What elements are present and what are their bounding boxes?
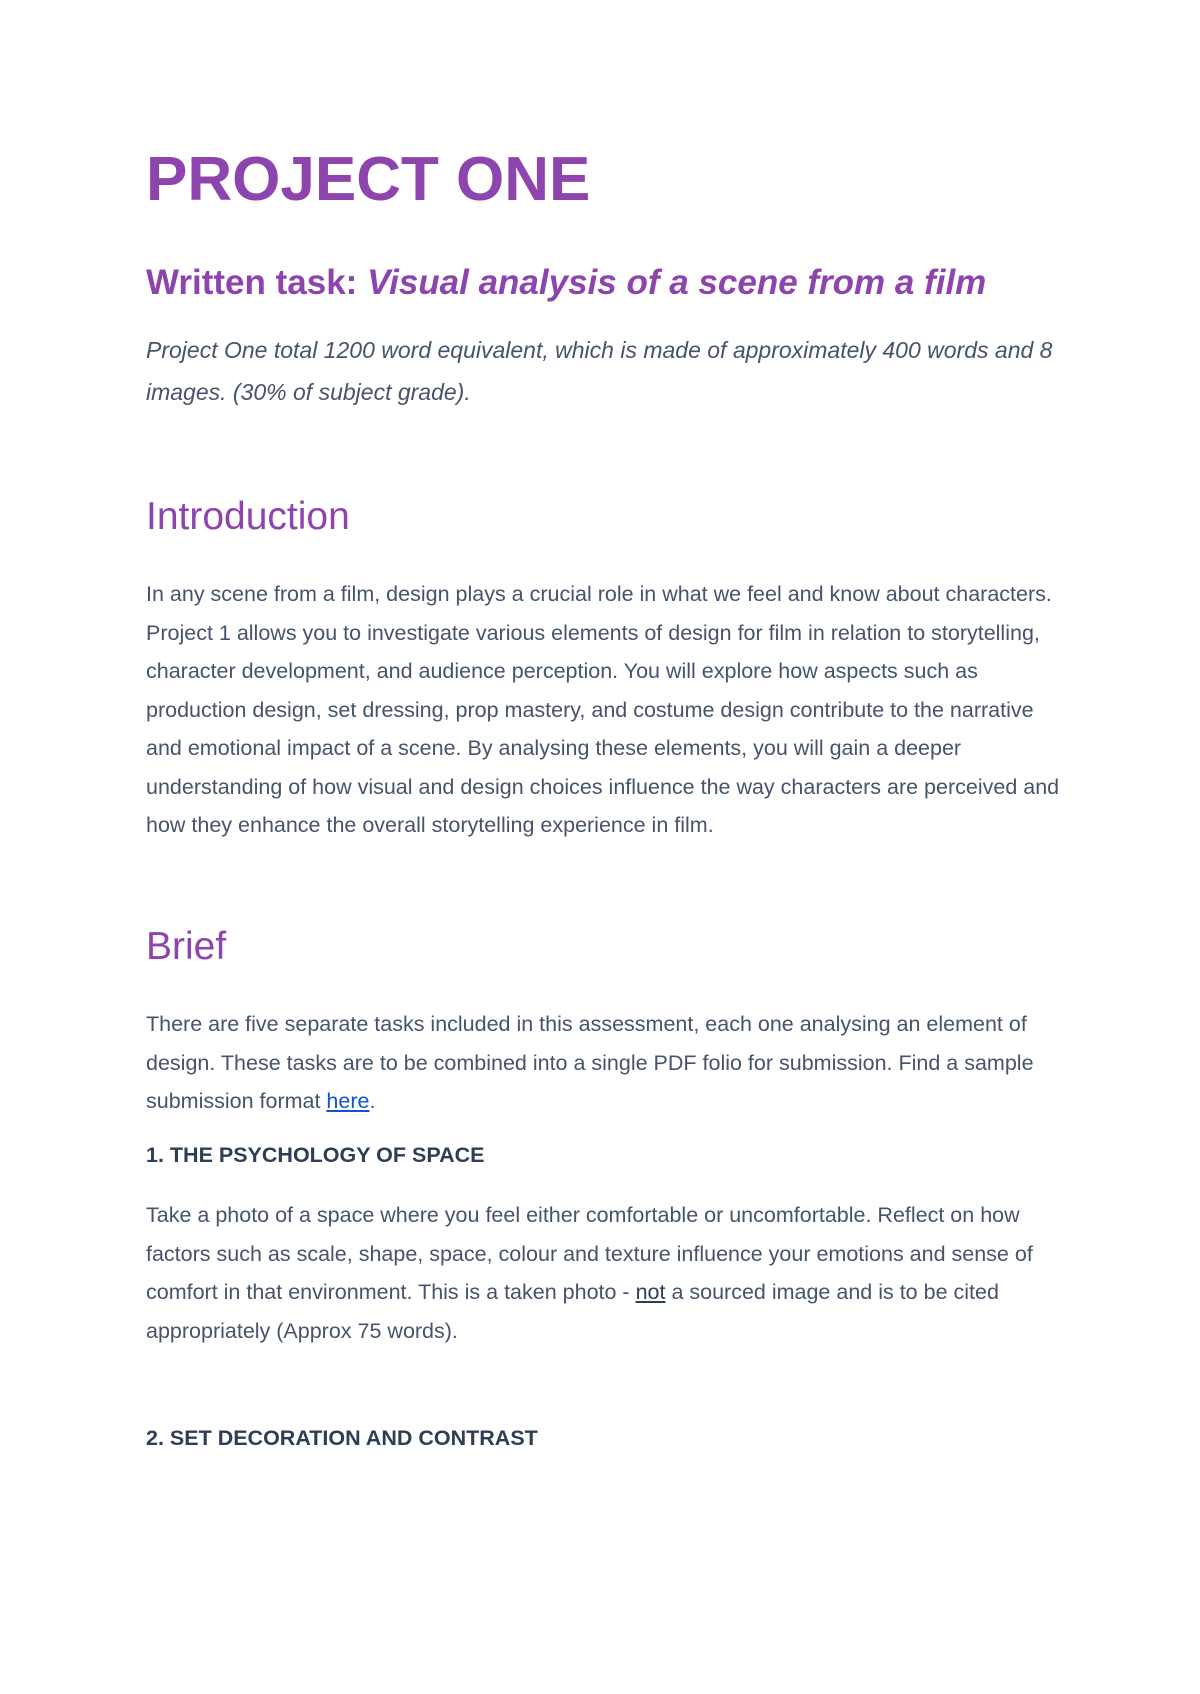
introduction-paragraph: In any scene from a film, design plays a crucial role in what we feel and know about characters. Project 1 allows you to investigate various elements of design for film in relation to storytelling, character development, and audience perception. You will explore how aspects such as production design, set dressing, prop mastery, and costume design contribute to the narrative and emotional impact of a scene. By analysing these elements, you will gain a deeper understanding of how visual and design choices influence the way characters are perceived and how they enhance the overall storytelling experience in film. <box>146 582 1060 837</box>
document-title: PROJECT ONE <box>146 145 591 214</box>
subtitle-lead: Written task: <box>146 263 368 302</box>
task-1-text: Take a photo of a space where you feel either comfortable or uncomfortable. Reflect on how factors such as scale, shape, space, colour and texture influence your emotions and sense of comfort in that environment. This is a taken photo - <box>146 1203 1033 1304</box>
sample-submission-link[interactable]: here <box>326 1089 370 1113</box>
task-1-underlined-word: not <box>635 1280 666 1304</box>
task-1-text-end: a sourced image and is to be cited appropriately (Approx 75 words). <box>146 1280 999 1343</box>
task-1-heading: 1. THE PSYCHOLOGY OF SPACE <box>146 1143 485 1167</box>
brief-heading: Brief <box>146 925 227 968</box>
brief-text-end: . <box>369 1089 376 1113</box>
task-1-paragraph <box>146 1196 1066 1350</box>
document-subtitle <box>146 262 986 304</box>
introduction-heading: Introduction <box>146 495 350 538</box>
word-count-note: Project One total 1200 word equivalent, which is made of approximately 400 words and 8 images. (30% of subject grade). <box>146 337 1053 405</box>
brief-text: There are five separate tasks included in this assessment, each one analysing an element of design. These tasks are to be combined into a single PDF folio for submission. Find a sample submission format <box>146 1012 1034 1113</box>
brief-paragraph <box>146 1005 1066 1121</box>
subtitle-emphasis: Visual analysis of a scene from a film <box>367 263 987 302</box>
task-2-heading: 2. SET DECORATION AND CONTRAST <box>146 1426 538 1450</box>
